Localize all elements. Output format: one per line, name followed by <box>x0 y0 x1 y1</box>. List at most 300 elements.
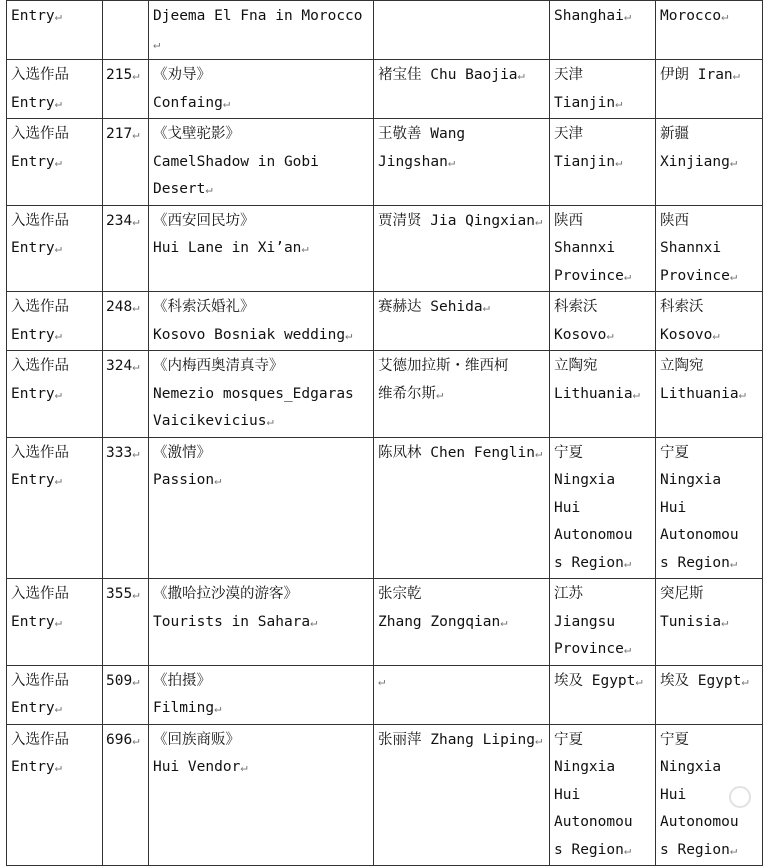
cell-text: 宁夏 <box>554 444 583 461</box>
paragraph-mark-icon: ↵ <box>482 300 490 314</box>
cell-line <box>153 208 369 236</box>
cell-number <box>103 724 149 866</box>
paragraph-mark-icon: ↵ <box>132 213 140 228</box>
cell-line <box>153 668 369 696</box>
cell-text: Nemezio mosques_Edgaras <box>153 385 354 402</box>
cell-text: Xinjiang <box>660 153 730 170</box>
paragraph-mark-icon: ↵ <box>721 9 729 23</box>
cell-origin <box>550 1 656 60</box>
cell-line <box>660 294 758 322</box>
cell-title <box>149 119 374 206</box>
cell-location <box>656 205 763 292</box>
table-row <box>7 351 763 438</box>
cell-line <box>11 294 98 322</box>
cell-line <box>153 695 369 723</box>
cell-text: Entry <box>11 8 55 24</box>
paragraph-mark-icon: ↵ <box>310 614 318 629</box>
cell-text: Province <box>554 641 624 657</box>
cell-number <box>103 292 149 351</box>
cell-line <box>378 440 545 468</box>
cell-line <box>554 837 651 865</box>
cell-line <box>554 263 651 291</box>
cell-line <box>554 754 651 782</box>
cell-text: 《激情》 <box>153 444 211 461</box>
table-row <box>7 579 763 666</box>
cell-line <box>11 322 98 350</box>
paragraph-mark-icon: ↵ <box>712 327 720 342</box>
cell-line <box>660 550 758 578</box>
paragraph-mark-icon: ↵ <box>132 732 140 747</box>
paragraph-mark-icon: ↵ <box>132 587 140 601</box>
cell-line <box>660 121 758 149</box>
cell-location <box>656 1 763 60</box>
cell-text: Entry <box>11 326 55 343</box>
cell-line <box>660 495 758 523</box>
cell-text: 宁夏 <box>554 731 583 748</box>
cell-number <box>103 665 149 724</box>
cell-line <box>11 353 98 381</box>
cell-line <box>660 235 758 263</box>
cell-text: Entry <box>11 472 55 488</box>
cell-text: Entry <box>11 700 55 716</box>
cell-line <box>378 294 545 322</box>
cell-line <box>153 90 369 118</box>
cell-line <box>378 381 545 409</box>
cell-text: Tianjin <box>554 153 616 170</box>
cell-text: 509 <box>106 672 133 689</box>
table-row <box>7 437 763 579</box>
cell-text: Province <box>660 267 730 284</box>
cell-line <box>106 208 148 236</box>
cell-line <box>106 440 148 468</box>
paragraph-mark-icon: ↵ <box>623 555 632 570</box>
cell-text: 立陶宛 <box>660 358 704 374</box>
paragraph-mark-icon: ↵ <box>54 9 62 23</box>
cell-line <box>554 149 651 177</box>
cell-author <box>374 724 550 866</box>
cell-text: 科索沃 <box>554 299 598 315</box>
paragraph-mark-icon: ↵ <box>729 154 738 169</box>
table-row <box>7 119 763 206</box>
cell-line <box>378 149 545 177</box>
cell-line <box>106 121 148 149</box>
cell-text: 突尼斯 <box>660 586 704 602</box>
cell-text: Jingshan <box>378 153 448 170</box>
watermark-icon <box>729 786 751 808</box>
paragraph-mark-icon: ↵ <box>240 760 248 774</box>
cell-line <box>11 121 98 149</box>
cell-line <box>660 62 758 90</box>
cell-text: Confaing <box>153 94 223 111</box>
table-row <box>7 292 763 351</box>
cell-text: s Region <box>660 554 730 571</box>
cell-text: 《拍摄》 <box>153 672 211 689</box>
cell-line <box>11 695 98 723</box>
cell-author <box>374 665 550 724</box>
cell-text: 宁夏 <box>660 444 689 461</box>
cell-line <box>106 668 148 696</box>
cell-text: 赛赫达 Sehida <box>378 299 483 315</box>
cell-line <box>153 294 369 322</box>
cell-location <box>656 665 763 724</box>
cell-line <box>11 727 98 755</box>
cell-text: 217 <box>106 126 133 142</box>
paragraph-mark-icon: ↵ <box>535 445 543 460</box>
paragraph-mark-icon: ↵ <box>378 673 386 688</box>
paragraph-mark-icon: ↵ <box>132 359 140 373</box>
cell-text: 张宗乾 <box>378 586 422 602</box>
paragraph-mark-icon: ↵ <box>635 673 643 688</box>
cell-author <box>374 579 550 666</box>
cell-line <box>378 668 545 696</box>
cell-text: Shanghai <box>554 8 624 24</box>
cell-line <box>11 668 98 696</box>
paragraph-mark-icon: ↵ <box>222 95 231 110</box>
cell-category <box>7 724 103 866</box>
paragraph-mark-icon: ↵ <box>729 555 738 570</box>
paragraph-mark-icon: ↵ <box>214 701 222 715</box>
cell-text: Vaicikevicius <box>153 413 267 429</box>
table-row <box>7 665 763 724</box>
paragraph-mark-icon: ↵ <box>447 154 456 169</box>
cell-origin <box>550 665 656 724</box>
paragraph-mark-icon: ↵ <box>623 642 632 656</box>
cell-title <box>149 205 374 292</box>
cell-text: 《回族商贩》 <box>153 731 240 748</box>
cell-text: 褚宝佳 Chu Baojia <box>378 67 518 83</box>
cell-line <box>153 62 369 90</box>
cell-line <box>554 381 651 409</box>
table-row <box>7 60 763 119</box>
paragraph-mark-icon: ↵ <box>54 327 62 342</box>
cell-text: Entry <box>11 385 55 402</box>
cell-text: 陈凤林 Chen Fenglin <box>378 444 535 461</box>
paragraph-mark-icon: ↵ <box>54 701 62 715</box>
cell-origin <box>550 119 656 206</box>
cell-line <box>11 235 98 263</box>
cell-line <box>554 121 651 149</box>
cell-author <box>374 437 550 579</box>
cell-text: s Region <box>660 841 730 858</box>
cell-text: 入选作品 <box>11 67 69 83</box>
cell-text: 陕西 <box>660 212 689 229</box>
cell-text: Entry <box>11 94 55 111</box>
cell-line <box>153 754 369 782</box>
table-row-header <box>7 1 763 60</box>
cell-location <box>656 579 763 666</box>
cell-text: 维希尔斯 <box>378 385 436 402</box>
cell-line <box>11 581 98 609</box>
cell-text: 《内梅西奥清真寺》 <box>153 358 284 374</box>
cell-text: Hui <box>554 499 581 516</box>
paragraph-mark-icon: ↵ <box>205 182 213 196</box>
paragraph-mark-icon: ↵ <box>132 127 140 141</box>
cell-line <box>660 322 758 350</box>
cell-text: Ningxia <box>554 759 616 775</box>
cell-line <box>660 727 758 755</box>
cell-category <box>7 205 103 292</box>
cell-text: 333 <box>106 444 133 461</box>
cell-author <box>374 1 550 60</box>
cell-line <box>554 668 651 696</box>
cell-line <box>106 62 148 90</box>
paragraph-mark-icon: ↵ <box>535 732 543 747</box>
cell-text: 立陶宛 <box>554 358 598 374</box>
cell-text: 入选作品 <box>11 672 69 689</box>
cell-line <box>11 754 98 782</box>
paragraph-mark-icon: ↵ <box>721 614 729 629</box>
cell-line <box>554 90 651 118</box>
paragraph-mark-icon: ↵ <box>623 268 632 283</box>
cell-text: 天津 <box>554 126 583 142</box>
cell-text: 陕西 <box>554 212 583 229</box>
cell-text: 入选作品 <box>11 444 69 461</box>
cell-line <box>554 322 651 350</box>
cell-text: Morocco <box>660 8 722 24</box>
cell-text: 《科索沃婚礼》 <box>153 299 255 315</box>
cell-text: Ningxia <box>660 759 722 775</box>
cell-title <box>149 665 374 724</box>
cell-line <box>11 90 98 118</box>
cell-line <box>554 62 651 90</box>
cell-text: 埃及 Egypt <box>660 672 742 689</box>
cell-line <box>660 581 758 609</box>
cell-line <box>554 581 651 609</box>
cell-line <box>660 522 758 550</box>
cell-text: 234 <box>106 212 133 229</box>
cell-text: 215 <box>106 67 133 83</box>
cell-text: Shannxi <box>554 240 616 256</box>
cell-line <box>153 235 369 263</box>
cell-location <box>656 351 763 438</box>
cell-author <box>374 351 550 438</box>
paragraph-mark-icon: ↵ <box>606 327 614 342</box>
cell-text: Passion <box>153 472 215 488</box>
cell-text: 入选作品 <box>11 126 69 142</box>
cell-line <box>106 581 148 609</box>
cell-line <box>554 550 651 578</box>
cell-text: Entry <box>11 240 55 256</box>
cell-location <box>656 119 763 206</box>
paragraph-mark-icon: ↵ <box>615 95 623 110</box>
cell-line <box>660 754 758 782</box>
paragraph-mark-icon: ↵ <box>345 327 353 342</box>
cell-line <box>153 467 369 495</box>
cell-text: 入选作品 <box>11 212 69 229</box>
cell-text: 新疆 <box>660 126 689 142</box>
cell-text: s Region <box>554 554 624 571</box>
cell-origin <box>550 292 656 351</box>
cell-line <box>554 440 651 468</box>
cell-text: 248 <box>106 299 133 315</box>
table-row <box>7 724 763 866</box>
cell-text: 696 <box>106 731 133 748</box>
paragraph-mark-icon: ↵ <box>517 68 525 82</box>
cell-text: Jiangsu <box>554 613 616 630</box>
paragraph-mark-icon: ↵ <box>741 673 749 688</box>
cell-text: 324 <box>106 358 133 374</box>
cell-text: 艾德加拉斯・维西柯 <box>378 358 509 374</box>
paragraph-mark-icon: ↵ <box>54 154 62 169</box>
cell-title <box>149 724 374 866</box>
cell-line <box>153 609 369 637</box>
paragraph-mark-icon: ↵ <box>301 241 309 255</box>
cell-text: Autonomou <box>554 527 633 543</box>
paragraph-mark-icon: ↵ <box>615 154 623 169</box>
cell-line <box>153 176 369 204</box>
cell-line <box>660 837 758 865</box>
cell-text: CamelShadow in Gobi <box>153 153 319 170</box>
paragraph-mark-icon: ↵ <box>54 614 62 629</box>
cell-line <box>11 440 98 468</box>
cell-line <box>660 263 758 291</box>
cell-origin <box>550 351 656 438</box>
cell-text: 埃及 Egypt <box>554 672 636 689</box>
cell-line <box>554 208 651 236</box>
cell-line <box>554 727 651 755</box>
cell-text: Zhang Zongqian <box>378 613 501 630</box>
cell-line <box>554 522 651 550</box>
cell-line <box>660 809 758 837</box>
paragraph-mark-icon: ↵ <box>132 673 140 688</box>
cell-category <box>7 292 103 351</box>
cell-line <box>660 353 758 381</box>
cell-text: Tianjin <box>554 94 616 111</box>
cell-origin <box>550 205 656 292</box>
cell-line <box>153 408 369 436</box>
cell-text: Shannxi <box>660 240 722 256</box>
paragraph-mark-icon: ↵ <box>732 68 740 82</box>
cell-text: Autonomou <box>660 527 739 543</box>
cell-category <box>7 579 103 666</box>
cell-line <box>378 121 545 149</box>
cell-line <box>660 440 758 468</box>
cell-text: 《戈壁驼影》 <box>153 126 240 142</box>
cell-text: 江苏 <box>554 586 583 602</box>
paragraph-mark-icon: ↵ <box>54 386 62 401</box>
cell-text: Entry <box>11 613 55 630</box>
cell-origin <box>550 60 656 119</box>
cell-text: Tourists in Sahara <box>153 613 311 630</box>
cell-line <box>11 62 98 90</box>
cell-text: 贾清贤 Jia Qingxian <box>378 212 535 229</box>
paragraph-mark-icon: ↵ <box>54 241 62 255</box>
cell-line <box>554 294 651 322</box>
cell-text: Province <box>554 267 624 284</box>
paragraph-mark-icon: ↵ <box>535 213 543 228</box>
cell-number <box>103 60 149 119</box>
cell-line <box>11 467 98 495</box>
table-row <box>7 205 763 292</box>
cell-line <box>378 727 545 755</box>
cell-text: 《撒哈拉沙漠的游客》 <box>153 586 298 602</box>
cell-line <box>11 609 98 637</box>
cell-line <box>11 208 98 236</box>
cell-text: s Region <box>554 841 624 858</box>
cell-title <box>149 60 374 119</box>
cell-category <box>7 1 103 60</box>
cell-number <box>103 205 149 292</box>
paragraph-mark-icon: ↵ <box>729 268 738 283</box>
paragraph-mark-icon: ↵ <box>500 614 508 629</box>
cell-line <box>153 353 369 381</box>
cell-text: Lithuania <box>660 385 739 402</box>
cell-author <box>374 292 550 351</box>
cell-line <box>660 668 758 696</box>
cell-title <box>149 437 374 579</box>
paragraph-mark-icon: ↵ <box>738 386 746 401</box>
cell-number <box>103 437 149 579</box>
cell-text: Entry <box>11 759 55 775</box>
cell-author <box>374 60 550 119</box>
cell-line <box>153 727 369 755</box>
cell-line <box>554 782 651 810</box>
cell-author <box>374 205 550 292</box>
cell-text: 入选作品 <box>11 299 69 315</box>
paragraph-mark-icon: ↵ <box>729 842 738 857</box>
cell-line <box>554 636 651 664</box>
cell-line <box>153 121 369 149</box>
cell-title <box>149 1 374 60</box>
cell-text: Hui <box>660 499 687 516</box>
cell-title <box>149 351 374 438</box>
cell-line <box>153 149 369 177</box>
cell-line <box>660 149 758 177</box>
cell-text: Entry <box>11 153 55 170</box>
cell-text: Kosovo Bosniak wedding <box>153 326 346 343</box>
cell-text: 张丽萍 Zhang Liping <box>378 731 535 748</box>
cell-text: Ningxia <box>554 472 616 488</box>
cell-line <box>378 581 545 609</box>
cell-number <box>103 119 149 206</box>
cell-category <box>7 351 103 438</box>
cell-line <box>554 495 651 523</box>
cell-text: 天津 <box>554 67 583 83</box>
paragraph-mark-icon: ↵ <box>54 760 62 774</box>
paragraph-mark-icon: ↵ <box>132 445 140 460</box>
cell-number <box>103 1 149 60</box>
cell-line <box>554 353 651 381</box>
cell-text: 王敬善 Wang <box>378 126 466 142</box>
paragraph-mark-icon: ↵ <box>266 414 274 428</box>
cell-text: Tunisia <box>660 613 722 630</box>
paragraph-mark-icon: ↵ <box>623 9 632 23</box>
cell-text: Lithuania <box>554 385 633 402</box>
paragraph-mark-icon: ↵ <box>632 386 640 401</box>
cell-line <box>153 322 369 350</box>
cell-location <box>656 292 763 351</box>
cell-category <box>7 665 103 724</box>
cell-line <box>106 294 148 322</box>
paragraph-mark-icon: ↵ <box>436 386 444 401</box>
cell-line <box>153 440 369 468</box>
paragraph-mark-icon: ↵ <box>54 473 62 487</box>
cell-text: 宁夏 <box>660 731 689 748</box>
paragraph-mark-icon: ↵ <box>54 95 62 110</box>
paragraph-mark-icon: ↵ <box>214 473 222 487</box>
cell-origin <box>550 724 656 866</box>
cell-line <box>378 62 545 90</box>
cell-text: Djeema El Fna in Morocco <box>153 8 363 24</box>
cell-title <box>149 292 374 351</box>
cell-title <box>149 579 374 666</box>
cell-text: Hui Vendor <box>153 759 241 775</box>
cell-line <box>153 381 369 409</box>
cell-number <box>103 579 149 666</box>
cell-line <box>660 208 758 236</box>
cell-line <box>660 467 758 495</box>
cell-text: Kosovo <box>554 326 607 343</box>
